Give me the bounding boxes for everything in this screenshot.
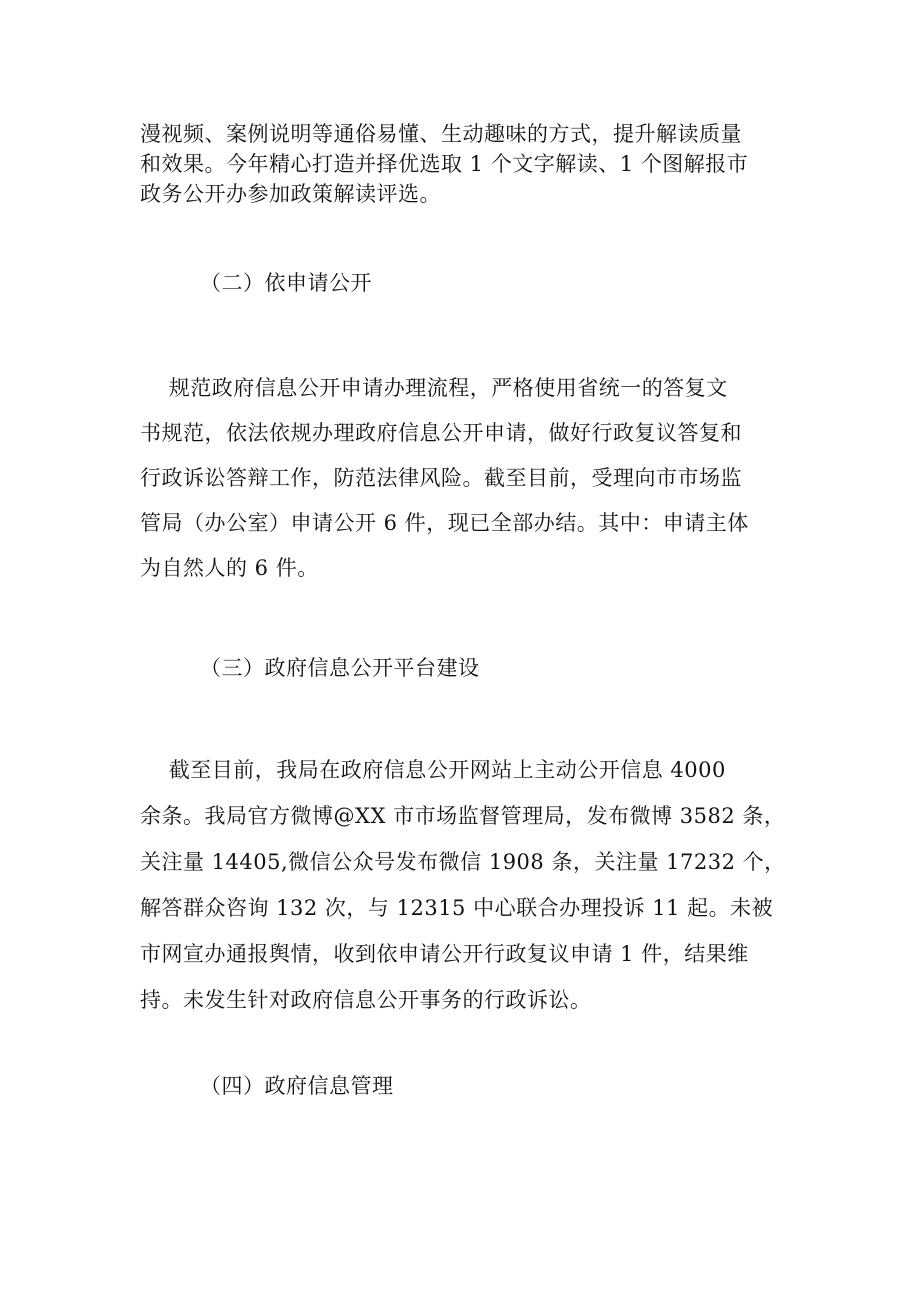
paragraph-line: 解答群众咨询 132 次，与 12315 中心联合办理投诉 11 起。未被 — [140, 896, 774, 920]
section-heading-platform-construction: （三）政府信息公开平台建设 — [200, 656, 480, 680]
paragraph-line: 政务公开办参加政策解读评选。 — [140, 182, 441, 206]
paragraph-line: 规范政府信息公开申请办理流程，严格使用省统一的答复文 — [140, 376, 728, 400]
paragraph-line: 为自然人的 6 件。 — [140, 556, 319, 580]
paragraph-line: 和效果。今年精心打造并择优选取 1 个文字解读、1 个图解报市 — [140, 152, 749, 176]
paragraph-line: 书规范，依法依规办理政府信息公开申请，做好行政复议答复和 — [140, 421, 742, 445]
paragraph-line: 余条。我局官方微博@XX 市市场监督管理局，发布微博 3582 条， — [140, 804, 786, 828]
paragraph-line: 市网宣办通报舆情，收到依申请公开行政复议申请 1 件，结果维 — [140, 942, 749, 966]
paragraph-line: 持。未发生针对政府信息公开事务的行政诉讼。 — [140, 988, 592, 1012]
paragraph-platform-construction — [140, 747, 790, 1023]
section-heading-information-management: （四）政府信息管理 — [200, 1074, 394, 1098]
paragraph-line: 管局（办公室）申请公开 6 件，现已全部办结。其中：申请主体 — [140, 511, 749, 535]
paragraph-policy-interpretation — [140, 119, 790, 209]
section-heading-application-disclosure: （二）依申请公开 — [200, 271, 372, 295]
paragraph-line: 行政诉讼答辩工作，防范法律风险。截至目前，受理向市市场监 — [140, 466, 742, 490]
paragraph-line: 关注量 14405,微信公众号发布微信 1908 条，关注量 17232 个， — [140, 850, 786, 874]
paragraph-line: 漫视频、案例说明等通俗易懂、生动趣味的方式，提升解读质量 — [140, 122, 742, 146]
paragraph-line: 截至目前，我局在政府信息公开网站上主动公开信息 4000 — [140, 758, 726, 782]
paragraph-application-disclosure — [140, 366, 790, 591]
